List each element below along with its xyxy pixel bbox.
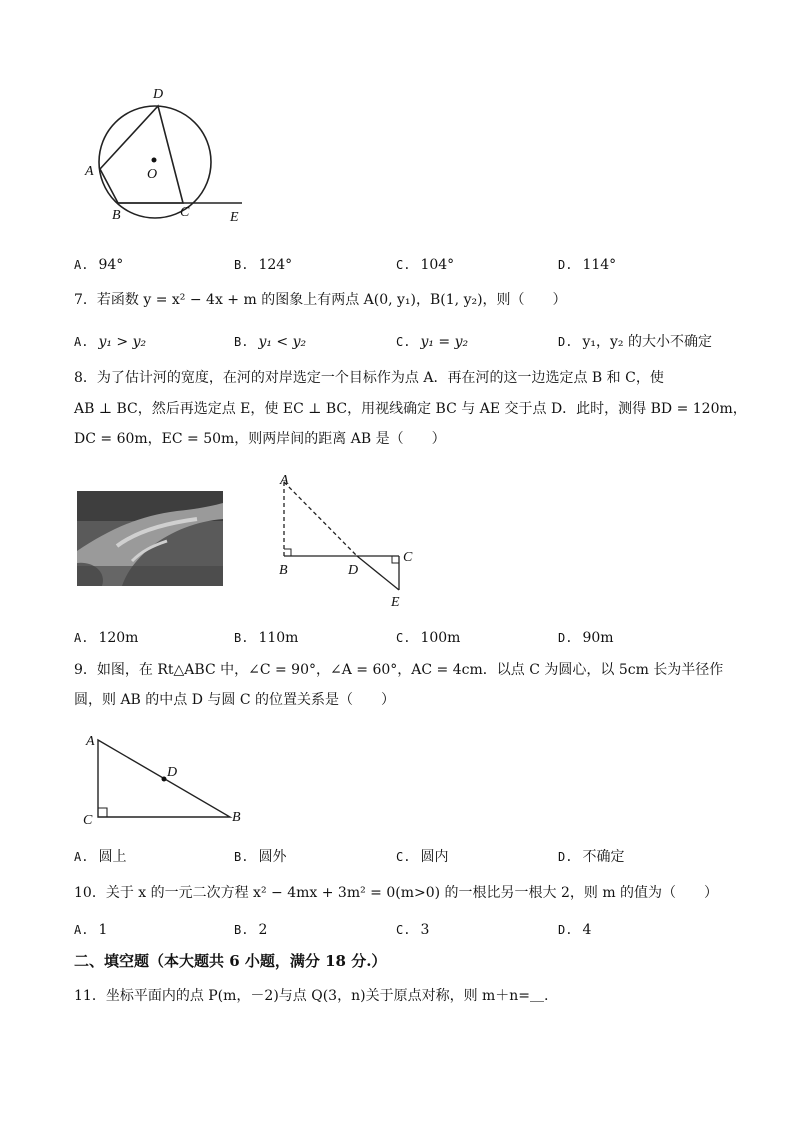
q8-option-d[interactable]: D. 90m (558, 630, 614, 646)
q8-option-c[interactable]: C. 100m (396, 630, 461, 646)
section-2-heading: 二、填空题（本大题共 6 小题，满分 18 分.） (74, 952, 387, 970)
q10-option-c[interactable]: C. 3 (396, 922, 430, 938)
label-c: C (403, 550, 413, 565)
label-b: B (279, 563, 288, 578)
q6-option-d[interactable]: D. 114° (558, 257, 617, 273)
q9-option-c[interactable]: C. 圆内 (396, 849, 449, 865)
river-photo (77, 491, 223, 586)
q7-option-a[interactable]: A. y₁ > y₂ (74, 334, 147, 350)
q9-triangle-figure (80, 728, 260, 828)
q9-option-a[interactable]: A. 圆上 (74, 849, 127, 865)
label-a: A (85, 164, 94, 179)
q6-option-a[interactable]: A. 94° (74, 257, 124, 273)
q9-stem-line-2: 圆，则 AB 的中点 D 与圆 C 的位置关系是（ ） (74, 692, 396, 708)
q7-option-d[interactable]: D. y₁，y₂ 的大小不确定 (558, 334, 712, 350)
q8-triangle-figure (272, 470, 422, 610)
q9-stem-line-1: 9．如图，在 Rt△ABC 中，∠C = 90°，∠A = 60°，AC = 4cm．以点 C 为圆心，以 5cm 长为半径作 (74, 662, 724, 678)
midpoint-d (162, 777, 167, 782)
label-e: E (391, 595, 400, 610)
q8-option-a[interactable]: A. 120m (74, 630, 139, 646)
label-d: D (167, 765, 178, 780)
q6-option-c[interactable]: C. 104° (396, 257, 455, 273)
line-ad (284, 482, 357, 556)
center-dot (152, 158, 157, 163)
q8-stem-line-2: AB ⊥ BC，然后再选定点 E，使 EC ⊥ BC，用视线确定 BC 与 AE 交于点 D．此时，测得 BD = 120m， (74, 401, 747, 417)
label-d: D (348, 563, 359, 578)
q11-stem: 11．坐标平面内的点 P(m，－2)与点 Q(3，n)关于原点对称，则 m＋n=＿. (74, 988, 549, 1004)
q7-option-c[interactable]: C. y₁ = y₂ (396, 334, 469, 350)
q6-option-b[interactable]: B. 124° (234, 257, 293, 273)
label-b: B (232, 810, 241, 825)
q8-stem-line-1: 8．为了估计河的宽度，在河的对岸选定一个目标作为点 A．再在河的这一边选定点 B 和 C，使 (74, 370, 664, 386)
quad-abcd (100, 106, 183, 203)
right-angle-c (392, 556, 399, 563)
label-c: C (180, 205, 190, 220)
q10-option-d[interactable]: D. 4 (558, 922, 592, 938)
label-e: E (230, 210, 239, 225)
q9-option-b[interactable]: B. 圆外 (234, 849, 287, 865)
q10-stem: 10．关于 x 的一元二次方程 x² − 4mx + 3m² = 0(m>0) 的一根比另一根大 2，则 m 的值为（ ） (74, 885, 719, 901)
q10-option-b[interactable]: B. 2 (234, 922, 268, 938)
label-d: D (153, 87, 164, 102)
label-b: B (112, 208, 121, 223)
label-c: C (83, 813, 93, 828)
right-angle-b (284, 549, 291, 556)
q10-option-a[interactable]: A. 1 (74, 922, 108, 938)
label-o: O (147, 167, 158, 182)
q8-option-b[interactable]: B. 110m (234, 630, 299, 646)
q7-stem: 7．若函数 y = x² − 4x + m 的图象上有两点 A(0, y₁)，B(1, y₂)，则（ ） (74, 292, 567, 308)
q9-option-d[interactable]: D. 不确定 (558, 849, 625, 865)
label-a: A (86, 734, 95, 749)
label-a: A (280, 473, 289, 488)
q7-option-b[interactable]: B. y₁ < y₂ (234, 334, 307, 350)
right-angle-c (98, 808, 107, 817)
q8-stem-line-3: DC = 60m，EC = 50m，则两岸间的距离 AB 是（ ） (74, 431, 446, 447)
q6-circle-figure (80, 82, 260, 232)
line-de (357, 556, 399, 590)
